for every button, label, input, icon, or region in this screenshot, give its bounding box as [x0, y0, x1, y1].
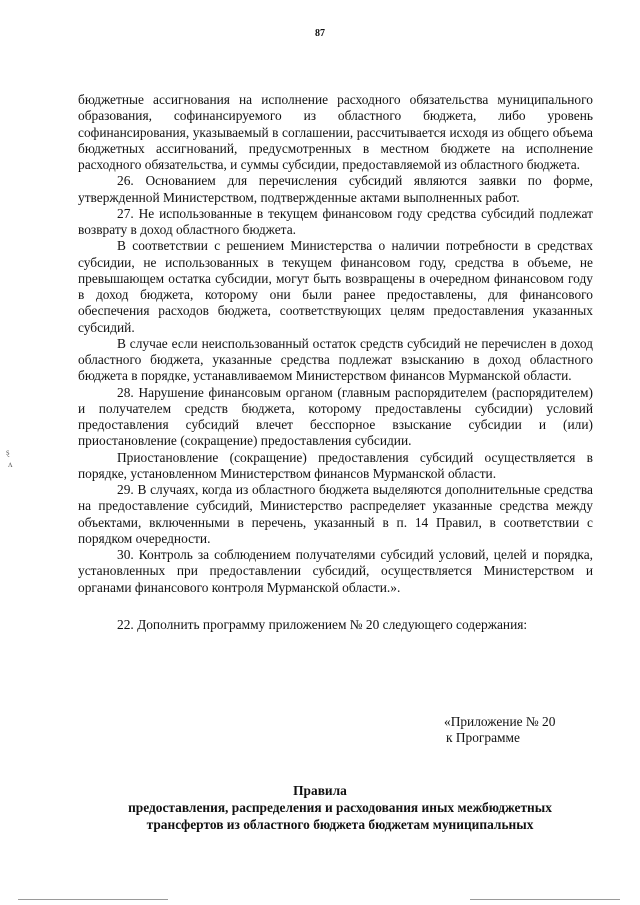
appendix-heading	[444, 714, 604, 746]
appendix-program-ref: к Программе	[446, 730, 520, 745]
scan-artifact: ȿ	[6, 447, 10, 457]
paragraph-30: 30. Контроль за соблюдением получателями субсидий условий, целей и порядка, установленных при предоставлении субсидий, осуществляется Министерством и органами финансового контроля Мурманской области.».	[78, 547, 593, 595]
paragraph-28: 28. Нарушение финансовым органом (главным распорядителем (распорядителем) и получателем средств бюджета, которому предоставлены субсидии) условий предоставления субсидий влечет бесспорное взыскание субсидии и (или) приостановление (сокращение) предоставления субсидии.	[78, 384, 593, 449]
appendix-number: «Приложение № 20	[444, 714, 556, 729]
page-number: 87	[315, 28, 325, 39]
paragraph-29: 29. В случаях, когда из областного бюджета выделяются дополнительные средства на предоставление субсидий, Министерство распределяет указанные средства между объектами, включенными в перечень, указанный в п. 14 Правил, в соответствии с порядком очередности.	[78, 482, 593, 546]
paragraph-27: 27. Не использованные в текущем финансовом году средства субсидий подлежат возврату в доход областного бюджета.	[78, 205, 593, 237]
rules-title: Правила	[293, 783, 347, 798]
paragraph-26: 26. Основанием для перечисления субсидий являются заявки по форме, утвержденной Министерством, подтвержденные актами выполненных работ.	[78, 173, 593, 205]
paragraph-28-suspension: Приостановление (сокращение) предоставления субсидий осуществляется в порядке, установленном Министерством финансов Мурманской области.	[78, 449, 593, 481]
paragraph-continuation: бюджетные ассигнования на исполнение расходного обязательства муниципального образования, софинансируемого из областного бюджета, либо уровень софинансирования, указываемый в соглашении, рассчитывается исходя из общего объема бюджетных ассигнований, предусмотренных в местном бюджете на исполнение расходного обязательства, и суммы субсидии, предоставляемой из областного бюджета.	[78, 92, 593, 172]
scan-border-line	[18, 899, 168, 900]
rules-subtitle: предоставления, распределения и расходования иных межбюджетных трансфертов из областного бюджета бюджетам муниципальных	[128, 800, 552, 832]
paragraph-27-return-decision: В соответствии с решением Министерства о наличии потребности в средствах субсидии, не использованных в текущем финансовом году, средства в объеме, не превышающем остатка субсидии, могут быть возвращены в очередном финансовом году в доход бюджета, которому они были ранее предоставлены, для финансового обеспечения расходов бюджета, соответствующих целям предоставления указанных субсидий.	[78, 238, 593, 335]
paragraph-27-recovery: В случае если неиспользованный остаток средств субсидий не перечислен в доход областного бюджета, указанные средства подлежат взысканию в доход областного бюджета в порядке, устанавливаемом Министерством финансов Мурманской области.	[78, 335, 593, 384]
paragraph-22-amendment: 22. Дополнить программу приложением № 20 следующего содержания:	[117, 616, 528, 632]
document-body	[78, 92, 593, 633]
scan-border-line	[470, 899, 620, 900]
paragraph-gap	[78, 596, 593, 617]
scan-artifact: ʌ	[8, 459, 13, 469]
